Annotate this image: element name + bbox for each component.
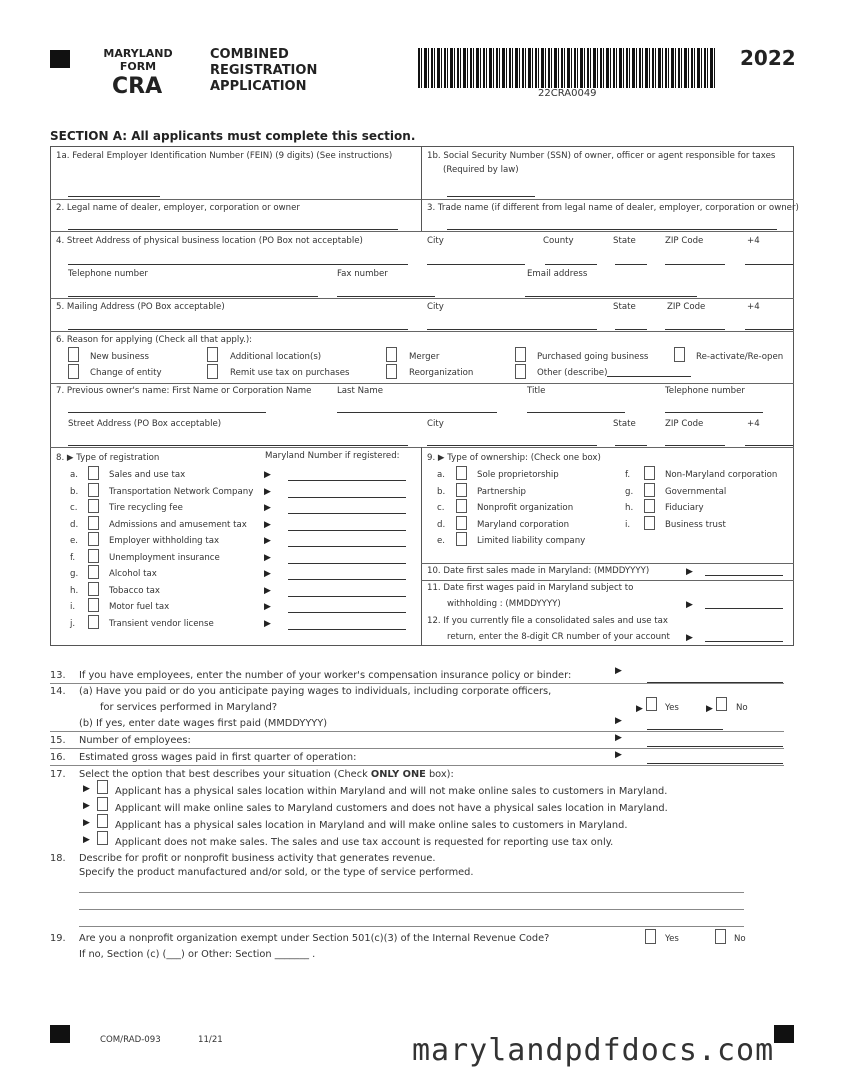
arrow-icon: ▶ — [264, 618, 271, 629]
field-3-label: 3. Trade name (if different from legal name of dealer, employer, corporation or owner) — [427, 203, 799, 213]
arrow-icon: ▶ — [264, 585, 271, 596]
field-8-label: 8. ▶ Type of registration — [56, 453, 160, 463]
form-code: CRA — [112, 74, 163, 99]
field-1b-note: (Required by law) — [443, 165, 519, 175]
reason-label: New business — [90, 352, 149, 362]
q14a-text-2: for services performed in Maryland? — [100, 702, 278, 713]
mailing-plus4-label: +4 — [747, 302, 760, 312]
prev-plus4-label: +4 — [747, 419, 760, 429]
ownership-checkbox[interactable] — [456, 466, 467, 480]
field-11-label: 11. Date first wages paid in Maryland subject to — [427, 583, 634, 593]
ownership-letter: a. — [437, 470, 445, 480]
maryland-number-input[interactable] — [288, 604, 406, 613]
fax-input[interactable] — [337, 288, 435, 297]
ownership-letter: b. — [437, 486, 446, 497]
registration-mark — [774, 1025, 794, 1043]
q13-number: 13. — [50, 670, 66, 681]
mailing-state-label: State — [613, 302, 636, 312]
registration-label: Employer withholding tax — [109, 536, 220, 546]
q14-no-checkbox[interactable] — [716, 697, 727, 711]
q17-option-label: Applicant does not make sales. The sales and use tax account is requested for reporting use tax only. — [115, 837, 614, 848]
maryland-number-input[interactable] — [288, 489, 406, 498]
arrow-icon: ▶ — [686, 600, 693, 610]
ownership-checkbox[interactable] — [644, 483, 655, 497]
q19-number: 19. — [50, 933, 66, 944]
fein-input[interactable] — [68, 188, 160, 197]
title-label: Title — [527, 386, 546, 396]
reason-other-input[interactable] — [607, 368, 691, 377]
reason-reactivate-checkbox[interactable] — [674, 347, 685, 362]
arrow-icon: ▶ — [83, 818, 90, 828]
ownership-label: Limited liability company — [477, 536, 586, 546]
city-input[interactable] — [427, 256, 525, 265]
registration-checkbox[interactable] — [88, 565, 99, 579]
prev-telephone-input[interactable] — [665, 404, 763, 413]
prev-title-input[interactable] — [527, 404, 625, 413]
maryland-number-input[interactable] — [288, 571, 406, 580]
mailing-city-input[interactable] — [427, 321, 597, 330]
registration-letter: d. — [70, 519, 79, 530]
ownership-label: Fiduciary — [665, 503, 704, 513]
arrow-icon: ▶ — [264, 486, 271, 497]
prev-city-label: City — [427, 419, 444, 429]
county-label: County — [543, 236, 574, 246]
first-sales-date-input[interactable] — [705, 567, 783, 576]
q13-text: If you have employees, enter the number of your worker's compensation insurance policy or binder: — [79, 670, 572, 681]
field-11-label-2: withholding : (MMDDYYYY) — [447, 599, 561, 609]
gross-wages-input[interactable] — [647, 753, 783, 764]
reason-additional-location-checkbox[interactable] — [207, 347, 218, 362]
arrow-icon: ▶ — [615, 733, 622, 743]
reason-change-entity-checkbox[interactable] — [68, 364, 79, 379]
maryland-number-input[interactable] — [288, 538, 406, 547]
arrow-icon: ▶ — [264, 519, 271, 530]
arrow-icon: ▶ — [706, 704, 713, 714]
q14-number: 14. — [50, 686, 66, 697]
field-12-label: 12. If you currently file a consolidated sales and use tax — [427, 616, 668, 626]
activity-description-line-2[interactable] — [79, 901, 744, 910]
mailing-plus4-input[interactable] — [745, 321, 793, 330]
state-label: State — [613, 236, 636, 246]
q17-option-label: Applicant has a physical sales location in Maryland and will make online sales to customers in Maryland. — [115, 820, 628, 831]
reason-label: Reorganization — [409, 368, 474, 378]
county-input[interactable] — [545, 256, 597, 265]
prev-plus4-input[interactable] — [745, 437, 793, 446]
city-label: City — [427, 236, 444, 246]
registration-letter: h. — [70, 585, 79, 596]
prev-city-input[interactable] — [427, 437, 597, 446]
registration-label: Transportation Network Company — [109, 486, 254, 497]
arrow-icon: ▶ — [615, 750, 622, 760]
q17-option-checkbox[interactable] — [97, 797, 108, 811]
ownership-label: Sole proprietorship — [477, 470, 559, 480]
ssn-input[interactable] — [447, 188, 535, 197]
zip-label: ZIP Code — [665, 236, 704, 246]
field-4-label: 4. Street Address of physical business location (PO Box not acceptable) — [56, 236, 363, 246]
md-number-label: Maryland Number if registered: — [265, 451, 400, 461]
form-state-label: MARYLAND — [103, 47, 173, 60]
q14-yes-label: Yes — [665, 703, 679, 713]
q17-option-checkbox[interactable] — [97, 831, 108, 845]
arrow-icon: ▶ — [83, 801, 90, 811]
barcode-text: 22CRA0049 — [538, 88, 597, 99]
field-6-label: 6. Reason for applying (Check all that apply.): — [56, 335, 253, 345]
q19-text: Are you a nonprofit organization exempt under Section 501(c)(3) of the Internal Revenue Code? — [79, 933, 550, 944]
registration-label: Tobacco tax — [109, 585, 160, 596]
registration-checkbox[interactable] — [88, 483, 99, 497]
registration-checkbox[interactable] — [88, 598, 99, 612]
arrow-icon: ▶ — [615, 666, 622, 676]
ownership-letter: e. — [437, 536, 446, 546]
q19-yes-checkbox[interactable] — [645, 929, 656, 944]
prev-first-name-input[interactable] — [68, 404, 266, 413]
form-title-2: REGISTRATION — [210, 63, 318, 78]
email-input[interactable] — [525, 288, 697, 297]
activity-description-line-3[interactable] — [79, 918, 744, 927]
prev-street-input[interactable] — [68, 437, 408, 446]
reason-reorganization-checkbox[interactable] — [386, 364, 397, 379]
ownership-checkbox[interactable] — [456, 483, 467, 497]
state-input[interactable] — [615, 256, 647, 265]
registration-checkbox[interactable] — [88, 582, 99, 596]
registration-letter: e. — [70, 536, 79, 546]
q17-text: Select the option that best describes your situation (Check ONLY ONE box): — [79, 769, 454, 780]
registration-letter: f. — [70, 552, 76, 563]
q17-option-checkbox[interactable] — [97, 780, 108, 794]
arrow-icon: ▶ — [264, 503, 271, 513]
last-name-label: Last Name — [337, 386, 383, 396]
form-id: COM/RAD-093 — [100, 1035, 161, 1045]
registration-label: Alcohol tax — [109, 569, 157, 579]
field-7-label: 7. Previous owner's name: First Name or Corporation Name — [56, 386, 312, 396]
ownership-checkbox[interactable] — [644, 466, 655, 480]
reason-label: Additional location(s) — [230, 352, 322, 362]
q15-number: 15. — [50, 735, 66, 746]
prev-last-name-input[interactable] — [337, 404, 497, 413]
telephone-label: Telephone number — [68, 269, 148, 279]
arrow-icon: ▶ — [83, 835, 90, 845]
mailing-zip-label: ZIP Code — [667, 302, 706, 312]
q16-text: Estimated gross wages paid in first quarter of operation: — [79, 752, 357, 763]
fax-label: Fax number — [337, 269, 388, 279]
registration-checkbox[interactable] — [88, 466, 99, 480]
registration-label: Unemployment insurance — [109, 552, 220, 563]
ownership-letter: d. — [437, 519, 446, 530]
legal-name-input[interactable] — [68, 221, 398, 230]
email-label: Email address — [527, 269, 588, 279]
form-title-3: APPLICATION — [210, 79, 307, 94]
arrow-icon: ▶ — [264, 552, 271, 563]
ownership-letter: c. — [437, 503, 445, 513]
registration-checkbox[interactable] — [88, 516, 99, 530]
field-10-label: 10. Date first sales made in Maryland: (MMDDYYYY) — [427, 566, 650, 576]
ownership-letter: i. — [625, 519, 631, 530]
registration-letter: j. — [70, 618, 76, 629]
arrow-icon: ▶ — [686, 567, 693, 577]
wages-date-input[interactable] — [647, 719, 723, 730]
reason-label: Change of entity — [90, 368, 162, 378]
telephone-input[interactable] — [68, 288, 318, 297]
registration-label: Motor fuel tax — [109, 602, 170, 612]
registration-checkbox[interactable] — [88, 532, 99, 546]
field-5-label: 5. Mailing Address (PO Box acceptable) — [56, 302, 225, 312]
activity-description-line-1[interactable] — [79, 884, 744, 893]
barcode — [418, 48, 715, 88]
arrow-icon: ▶ — [615, 716, 622, 726]
reason-other-checkbox[interactable] — [515, 364, 526, 379]
q19-no-label: No — [734, 934, 746, 944]
maryland-number-input[interactable] — [288, 588, 406, 597]
ownership-label: Non-Maryland corporation — [665, 470, 778, 480]
registration-label: Tire recycling fee — [109, 503, 183, 513]
registration-letter: g. — [70, 569, 79, 579]
prev-state-input[interactable] — [615, 437, 647, 446]
arrow-icon: ▶ — [264, 602, 271, 612]
q14b-text: (b) If yes, enter date wages first paid (MMDDYYYY) — [79, 718, 328, 729]
q17-option-checkbox[interactable] — [97, 814, 108, 828]
q15-text: Number of employees: — [79, 735, 191, 746]
q18-text: Describe for profit or nonprofit business activity that generates revenue. — [79, 853, 436, 864]
reason-label: Re-activate/Re-open — [696, 352, 784, 362]
ownership-label: Nonprofit organization — [477, 503, 574, 513]
ownership-checkbox[interactable] — [456, 499, 467, 513]
arrow-icon: ▶ — [686, 633, 693, 643]
q19-no-checkbox[interactable] — [715, 929, 726, 944]
registration-label: Transient vendor license — [109, 618, 214, 629]
q19-text-2: If no, Section (c) (___) or Other: Section _______ . — [79, 949, 316, 960]
prev-state-label: State — [613, 419, 636, 429]
field-12-label-2: return, enter the 8-digit CR number of your account — [447, 632, 670, 642]
registration-mark — [50, 1025, 70, 1043]
form-revision: 11/21 — [198, 1035, 223, 1045]
registration-letter: a. — [70, 470, 78, 480]
q14a-text: (a) Have you paid or do you anticipate paying wages to individuals, including corporate officers, — [79, 686, 552, 697]
q17-number: 17. — [50, 769, 66, 780]
q14-no-label: No — [736, 703, 748, 713]
ownership-letter: h. — [625, 503, 634, 513]
ownership-label: Partnership — [477, 486, 526, 497]
registration-checkbox[interactable] — [88, 615, 99, 629]
ownership-letter: g. — [625, 486, 634, 497]
prev-zip-label: ZIP Code — [665, 419, 704, 429]
arrow-icon: ▶ — [264, 470, 271, 480]
mailing-zip-input[interactable] — [665, 321, 725, 330]
zip-input[interactable] — [665, 256, 725, 265]
field-1a-label: 1a. Federal Employer Identification Number (FEIN) (9 digits) (See instructions) — [56, 151, 393, 161]
ownership-letter: f. — [625, 470, 631, 480]
mailing-address-input[interactable] — [68, 321, 408, 330]
trade-name-input[interactable] — [447, 221, 777, 230]
ownership-label: Governmental — [665, 486, 727, 497]
first-wages-date-input[interactable] — [705, 600, 783, 609]
watermark: marylandpdfdocs.com — [412, 1033, 775, 1068]
registration-mark — [50, 50, 70, 68]
reason-label: Other (describe) — [537, 368, 608, 378]
ownership-label: Maryland corporation — [477, 519, 570, 530]
ownership-checkbox[interactable] — [644, 516, 655, 530]
field-9-label: 9. ▶ Type of ownership: (Check one box) — [427, 453, 601, 463]
employees-count-input[interactable] — [647, 736, 783, 747]
registration-letter: c. — [70, 503, 78, 513]
prev-telephone-label: Telephone number — [665, 386, 745, 396]
reason-label: Purchased going business — [537, 352, 649, 362]
field-1b-label: 1b. Social Security Number (SSN) of owner, officer or agent responsible for taxes — [427, 151, 776, 161]
field-2-label: 2. Legal name of dealer, employer, corporation or owner — [56, 203, 300, 213]
maryland-number-input[interactable] — [288, 555, 406, 564]
registration-checkbox[interactable] — [88, 549, 99, 563]
form-label: FORM — [119, 60, 157, 73]
reason-remit-use-tax-checkbox[interactable] — [207, 364, 218, 379]
mailing-state-input[interactable] — [615, 321, 647, 330]
q19-yes-label: Yes — [665, 934, 679, 944]
maryland-number-input[interactable] — [288, 522, 406, 531]
arrow-icon: ▶ — [636, 704, 643, 714]
plus4-input[interactable] — [745, 256, 793, 265]
reason-purchased-business-checkbox[interactable] — [515, 347, 526, 362]
ownership-checkbox[interactable] — [644, 499, 655, 513]
registration-letter: i. — [70, 602, 76, 612]
reason-merger-checkbox[interactable] — [386, 347, 397, 362]
reason-new-business-checkbox[interactable] — [68, 347, 79, 362]
maryland-number-input[interactable] — [288, 472, 406, 481]
maryland-number-input[interactable] — [288, 505, 406, 514]
cr-number-input[interactable] — [705, 633, 783, 642]
q16-number: 16. — [50, 752, 66, 763]
arrow-icon: ▶ — [264, 536, 271, 546]
q14-yes-checkbox[interactable] — [646, 697, 657, 711]
maryland-number-input[interactable] — [288, 621, 406, 630]
insurance-policy-input[interactable] — [647, 672, 783, 683]
registration-label: Admissions and amusement tax — [109, 519, 247, 530]
ownership-label: Business trust — [665, 519, 726, 530]
q18-number: 18. — [50, 853, 66, 864]
q17-option-label: Applicant has a physical sales location within Maryland and will not make online sales to customers in Maryland. — [115, 786, 668, 797]
form-year: 2022 — [740, 46, 796, 70]
ownership-checkbox[interactable] — [456, 516, 467, 530]
registration-checkbox[interactable] — [88, 499, 99, 513]
reason-label: Merger — [409, 352, 440, 362]
registration-letter: b. — [70, 486, 79, 497]
q18-text-2: Specify the product manufactured and/or sold, or the type of service performed. — [79, 867, 474, 878]
section-a-heading: SECTION A: All applicants must complete this section. — [50, 129, 416, 143]
mailing-city-label: City — [427, 302, 444, 312]
ownership-checkbox[interactable] — [456, 532, 467, 546]
reason-label: Remit use tax on purchases — [230, 368, 350, 378]
prev-street-label: Street Address (PO Box acceptable) — [68, 419, 222, 429]
form-title-1: COMBINED — [210, 47, 289, 62]
arrow-icon: ▶ — [264, 569, 271, 579]
q17-option-label: Applicant will make online sales to Maryland customers and does not have a physical sales location in Maryland. — [115, 803, 668, 814]
prev-zip-input[interactable] — [665, 437, 725, 446]
plus4-label: +4 — [747, 236, 760, 246]
street-address-input[interactable] — [68, 256, 408, 265]
registration-label: Sales and use tax — [109, 470, 186, 480]
arrow-icon: ▶ — [83, 784, 90, 794]
